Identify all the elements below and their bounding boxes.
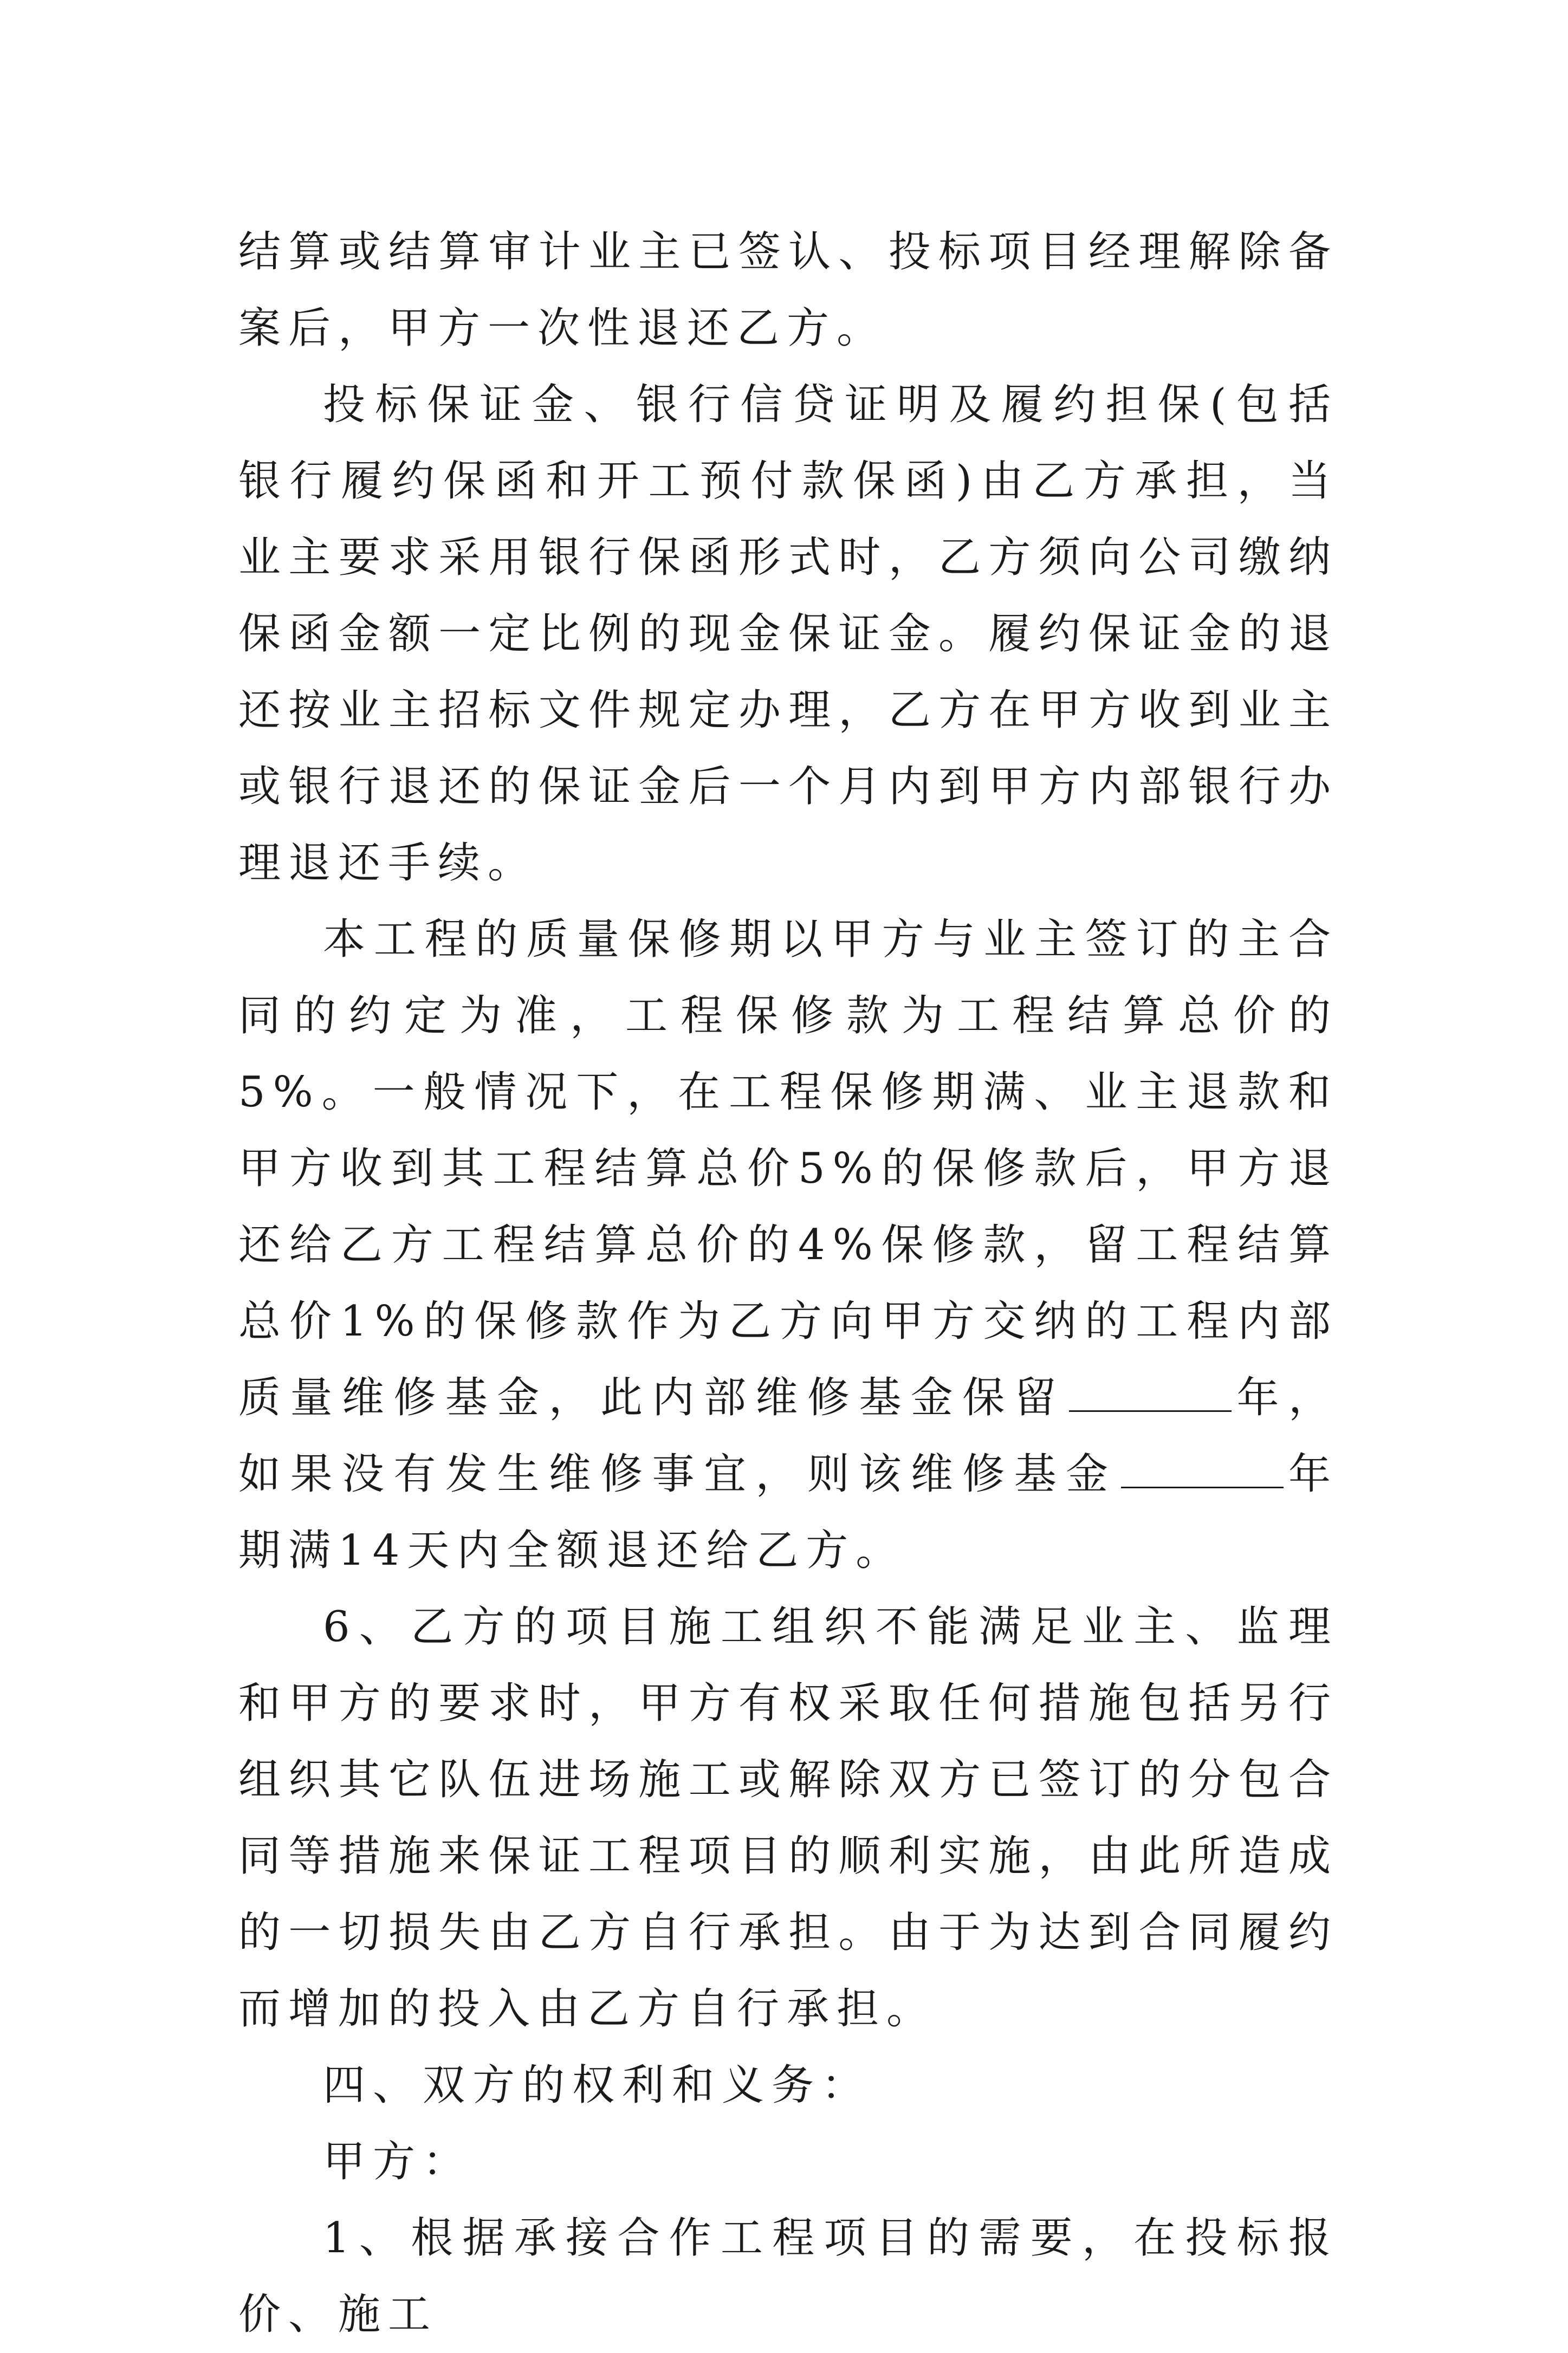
blank-fill-line-years-2 (1121, 1449, 1284, 1488)
document-body (238, 214, 1338, 2353)
party-a-heading: 甲方： (323, 2137, 473, 2186)
paragraph-settlement-refund: 结算或结算审计业主已签认、投标项目经理解除备案后，甲方一次性退还乙方。 (238, 228, 1338, 353)
warranty-text-part-2: 年，如果没有发生维修事宜，则该维修基金 (238, 1373, 1338, 1499)
warranty-text-part-1: 本工程的质量保修期以甲方与业主签订的主合同的约定为准，工程保修款为工程结算总价的5%。一般情况下，在工程保修期满、业主退款和甲方收到其工程结算总价5%的保修款后，甲方退还给乙方工程结算总价的4%保修款，留工程结算总价1%的保修款作为乙方向甲方交纳的工程内部质量维修基金，此内部维修基金保留 (238, 915, 1338, 1422)
blank-fill-line-years-1 (1069, 1372, 1232, 1412)
paragraph-party-a-item-1: 1、根据承接合作工程项目的需要，在投标报价、施工 (238, 2214, 1338, 2339)
paragraph-clause-6: 6、乙方的项目施工组织不能满足业主、监理和甲方的要求时，甲方有权采取任何措施包括另行组织其它队伍进场施工或解除双方已签订的分包合同等措施来保证工程项目的顺利实施，由此所造成的一切损失由乙方自行承担。由于为达到合同履约而增加的投入由乙方自行承担。 (238, 1603, 1338, 2033)
paragraph-warranty (238, 902, 1338, 1589)
warranty-text-part-3: 年期满14天内全额退还给乙方。 (238, 1450, 1338, 1575)
section-heading-rights-obligations: 四、双方的权利和义务： (323, 2061, 872, 2110)
paragraph-bid-bond: 投标保证金、银行信贷证明及履约担保(包括银行履约保函和开工预付款保函)由乙方承担，当业主要求采用银行保函形式时，乙方须向公司缴纳保函金额一定比例的现金保证金。履约保证金的退还按业主招标文件规定办理，乙方在甲方收到业主或银行退还的保证金后一个月内到甲方内部银行办理退还手续。 (238, 380, 1338, 887)
